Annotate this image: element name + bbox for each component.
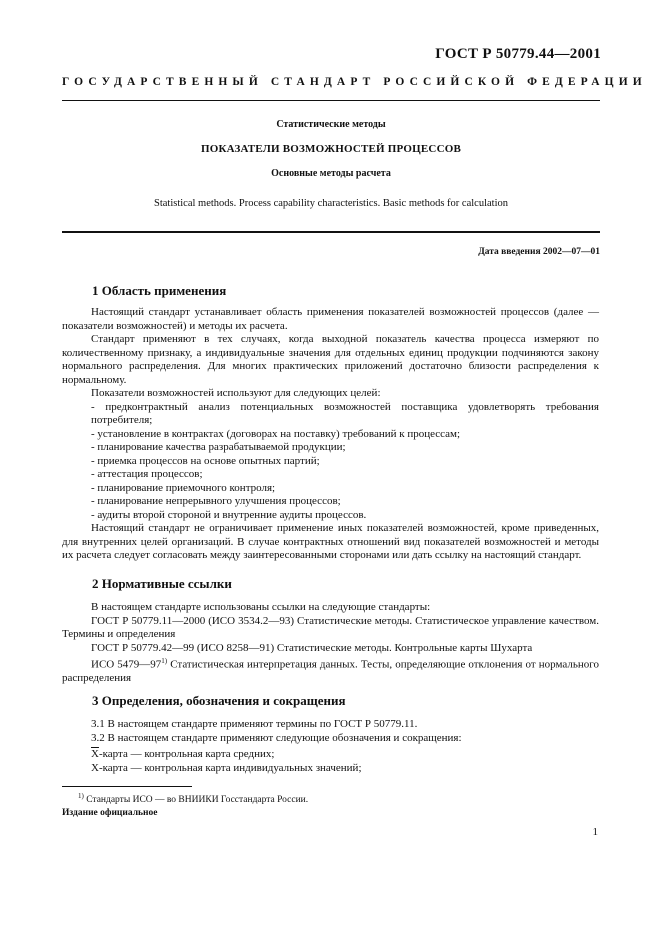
list-item: - установление в контрактах (договорах на поставку) требований к процессам; — [91, 427, 461, 440]
subtitle: Основные методы расчета — [271, 168, 391, 179]
list-item: - планирование непрерывного улучшения процессов; — [91, 495, 341, 507]
section-2-heading: 2 Нормативные ссылки — [92, 576, 232, 591]
section-1-heading: 1 Область применения — [92, 283, 227, 298]
footnote-marker: 1) — [161, 657, 168, 665]
category-title: Статистические методы — [276, 119, 386, 130]
section-2-body — [62, 601, 599, 686]
section-3-body — [62, 718, 599, 775]
paragraph: Настоящий стандарт устанавливает область применения показателей возможностей процессов (далее — показатели возможностей) и методы их расчета. — [62, 306, 599, 332]
footnote-text: Стандарты ИСО — во ВНИИКИ Госстандарта России. — [83, 795, 309, 806]
paragraph: Настоящий стандарт не ограничивает применение иных показателей возможностей, кроме приведенных, для внутренних целей организаций. В случае контрактных отношений вид показателей возможностей и методы их расчета следует согласовать между заинтересованными сторонами или дать ссылку на настоящий стандарт. — [62, 522, 599, 561]
xbar-symbol: $\overline{X}$ — [91, 748, 99, 760]
list-item: - предконтрактный анализ потенциальных возможностей поставщика удовлетворять требования потребителя; — [91, 400, 599, 426]
paragraph: 3.2 В настоящем стандарте применяют следующие обозначения и сокращения: — [91, 731, 462, 744]
main-title: ПОКАЗАТЕЛИ ВОЗМОЖНОСТЕЙ ПРОЦЕССОВ — [200, 143, 462, 155]
list-item: - планирование приемочного контроля; — [91, 481, 276, 494]
edition-note: Издание официальное — [62, 808, 158, 818]
header-rule — [62, 100, 600, 101]
definition-text: -карта — контрольная карта средних; — [98, 748, 275, 760]
reference-item: ГОСТ Р 50779.42—99 (ИСО 8258—91) Статистические методы. Контрольные карты Шухарта — [91, 641, 533, 654]
title-rule — [62, 231, 600, 233]
paragraph: В настоящем стандарте использованы ссылки на следующие стандарты: — [91, 601, 431, 613]
english-title: Statistical methods. Process capability characteristics. Basic methods for calculation — [154, 198, 508, 209]
footnote-rule — [62, 786, 192, 787]
definition-item: X-карта — контрольная карта индивидуальных значений; — [91, 761, 362, 774]
paragraph: 3.1 В настоящем стандарте применяют термины по ГОСТ Р 50779.11. — [91, 718, 418, 730]
document-code: ГОСТ Р 50779.44—2001 — [435, 46, 601, 62]
list-item: - аттестация процессов; — [91, 468, 203, 480]
definition-item — [62, 748, 599, 762]
reference-text: Статистическая интерпретация данных. Тесты, определяющие отклонения от нормального распределения — [62, 658, 599, 685]
list-item: - приемка процессов на основе опытных партий; — [91, 454, 320, 467]
introduction-date: Дата введения 2002—07—01 — [478, 247, 600, 257]
standard-title: ГОСУДАРСТВЕННЫЙ СТАНДАРТ РОССИЙСКОЙ ФЕДЕРАЦИИ — [62, 76, 647, 88]
reference-item: ГОСТ Р 50779.11—2000 (ИСО 3534.2—93) Статистические методы. Статистическое управление качеством. Термины и определения — [62, 614, 599, 640]
paragraph: Стандарт применяют в тех случаях, когда выходной показатель качества процесса измеряют по количественному признаку, а индивидуальные значения для отдельных единиц продукции подчиняются закону нормального распределения. Для многих практических приложений достаточно близости распределения к нормальному. — [62, 333, 599, 386]
reference-code: ИСО 5479—97 — [91, 658, 162, 671]
section-3-heading: 3 Определения, обозначения и сокращения — [92, 693, 346, 708]
footnote-marker: 1) — [78, 792, 84, 800]
reference-item — [62, 655, 599, 686]
list-item: - аудиты второй стороной и внутренние аудиты процессов. — [91, 508, 367, 521]
page-number: 1 — [592, 826, 598, 838]
section-1-body — [62, 306, 599, 563]
list-item: - планирование качества разрабатываемой продукции; — [91, 441, 346, 453]
paragraph: Показатели возможностей используют для следующих целей: — [91, 387, 381, 399]
footnote — [78, 792, 308, 805]
